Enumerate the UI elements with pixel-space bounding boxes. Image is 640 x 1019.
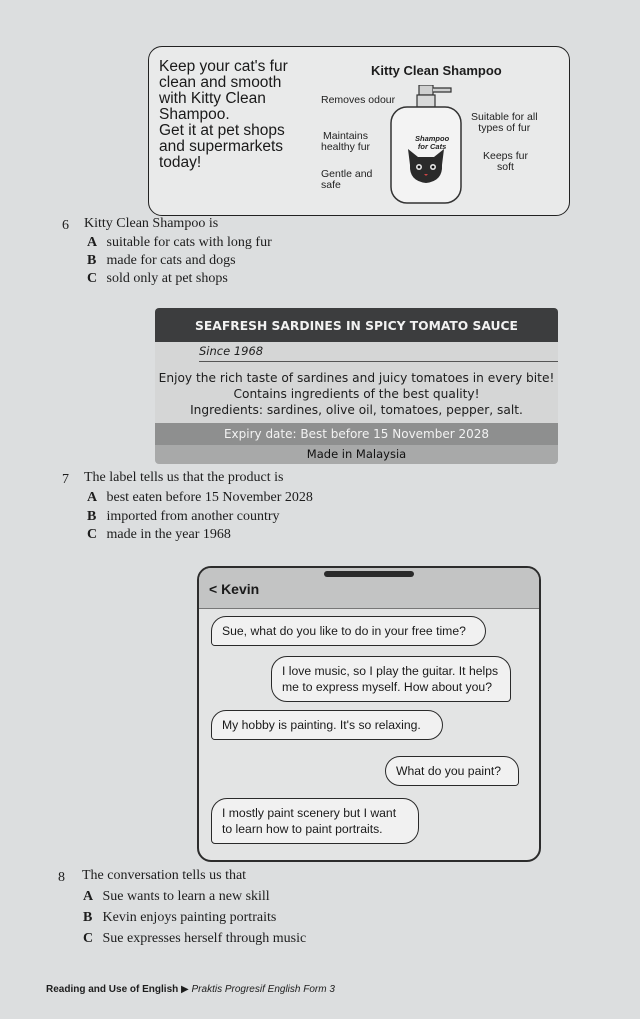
question-stem: The label tells us that the product is bbox=[84, 470, 284, 485]
label-line-2: Contains ingredients of the best quality! bbox=[233, 387, 480, 401]
feature-maintains-fur: Maintains healthy fur bbox=[321, 130, 371, 153]
advert-slogan: Keep your cat's fur clean and smooth with Kitty Clean Shampoo. Get it at pet shops and supermarkets today! bbox=[159, 58, 288, 171]
question-number: 7 bbox=[62, 472, 69, 487]
chat-header bbox=[199, 568, 539, 609]
question-number: 8 bbox=[58, 870, 65, 885]
message-sue-2: My hobby is painting. It's so relaxing. bbox=[211, 710, 443, 740]
question-7 bbox=[62, 470, 284, 488]
message-sue-1: Sue, what do you like to do in your free time? bbox=[211, 616, 486, 646]
option-a[interactable]: A suitable for cats with long fur bbox=[87, 235, 272, 250]
expiry-date: Expiry date: Best before 15 November 2028 bbox=[155, 423, 558, 445]
page-footer bbox=[46, 984, 335, 995]
option-a[interactable]: A best eaten before 15 November 2028 bbox=[87, 490, 313, 505]
sardine-label bbox=[155, 308, 558, 464]
back-to-contact-button[interactable]: < Kevin bbox=[209, 581, 260, 597]
since-text: Since 1968 bbox=[199, 344, 558, 362]
option-b[interactable]: B Kevin enjoys painting portraits bbox=[83, 910, 277, 925]
footer-section: Reading and Use of English bbox=[46, 984, 179, 995]
feature-gentle-safe: Gentle and safe bbox=[321, 168, 373, 191]
product-title: SEAFRESH SARDINES IN SPICY TOMATO SAUCE bbox=[155, 308, 558, 342]
option-c[interactable]: C sold only at pet shops bbox=[87, 271, 228, 286]
advert-brand: Kitty Clean Shampoo bbox=[371, 63, 502, 78]
label-body bbox=[155, 370, 558, 418]
label-line-1: Enjoy the rich taste of sardines and juicy tomatoes in every bite! bbox=[158, 371, 555, 385]
option-c[interactable]: C made in the year 1968 bbox=[87, 527, 231, 542]
option-a[interactable]: A Sue wants to learn a new skill bbox=[83, 889, 270, 904]
message-sue-3: I mostly paint scenery but I want to learn how to paint portraits. bbox=[211, 798, 419, 844]
footer-arrow-icon: ▶ bbox=[181, 984, 189, 995]
question-number: 6 bbox=[62, 218, 69, 233]
chat-screen bbox=[197, 566, 541, 862]
question-stem: Kitty Clean Shampoo is bbox=[84, 216, 219, 231]
option-b[interactable]: B made for cats and dogs bbox=[87, 253, 236, 268]
question-8 bbox=[58, 868, 247, 886]
message-kevin-2: What do you paint? bbox=[385, 756, 519, 786]
question-stem: The conversation tells us that bbox=[82, 868, 247, 883]
feature-keeps-soft: Keeps fur soft bbox=[483, 150, 528, 173]
bottle-label: Shampoo for Cats bbox=[415, 134, 450, 151]
option-b[interactable]: B imported from another country bbox=[87, 509, 280, 524]
feature-suitable-all-fur: Suitable for all types of fur bbox=[471, 111, 538, 134]
made-in: Made in Malaysia bbox=[155, 445, 558, 464]
option-c[interactable]: C Sue expresses herself through music bbox=[83, 931, 307, 946]
phone-notch bbox=[324, 571, 414, 577]
feature-removes-odour: Removes odour bbox=[321, 94, 396, 106]
message-kevin-1: I love music, so I play the guitar. It helps me to express myself. How about you? bbox=[271, 656, 511, 702]
footer-book-title: Praktis Progresif English Form 3 bbox=[191, 984, 335, 995]
label-ingredients: Ingredients: sardines, olive oil, tomatoes, pepper, salt. bbox=[190, 403, 523, 417]
kitty-clean-advert bbox=[148, 46, 570, 216]
question-6 bbox=[62, 216, 219, 234]
